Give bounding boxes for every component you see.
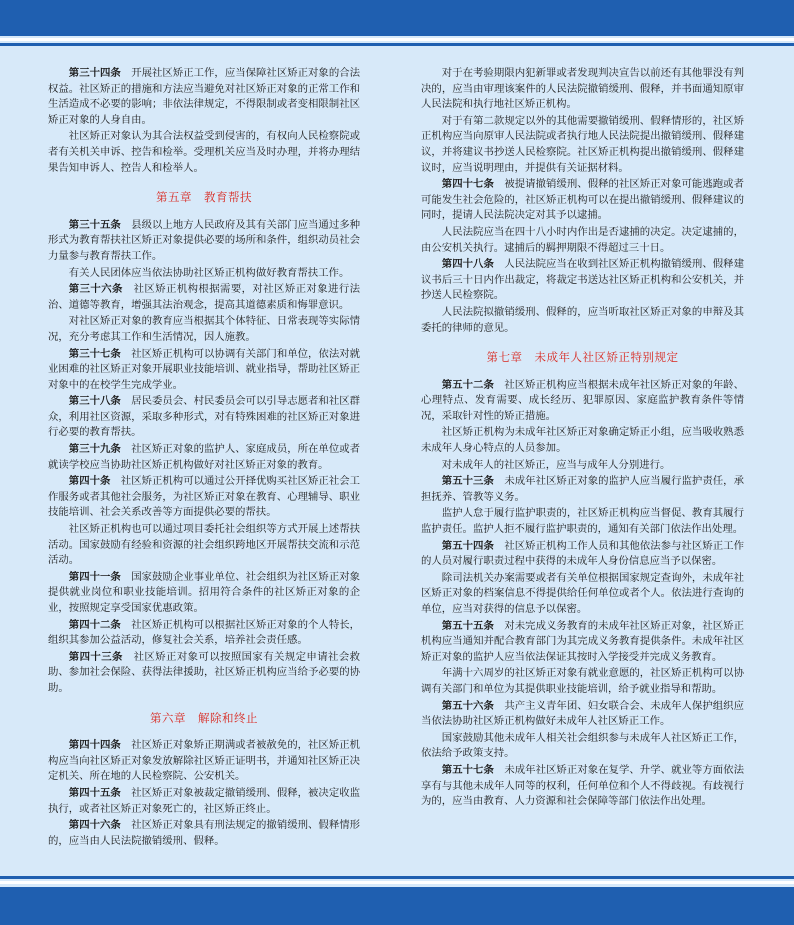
paragraph-text: 人民法院应当在收到社区矫正机构撤销缓刑、假释建议书后三十日内作出裁定，将裁定书送达社区矫正机构和公安机关，并抄送人民检察院。 <box>421 258 744 302</box>
right-column <box>421 66 744 811</box>
paragraph-text: 除司法机关办案需要或者有关单位根据国家规定查询外，未成年社区矫正对象的档案信息不得提供给任何单位或者个人。依法进行查询的单位，应当对获得的信息予以保密。 <box>421 571 744 615</box>
paragraph <box>48 266 360 282</box>
article-number: 第五十三条 <box>441 475 494 488</box>
paragraph <box>48 282 360 313</box>
paragraph-text: 社区矫正对象被裁定撤销缓刑、假释，被决定收监执行，或者社区矫正对象死亡的，社区矫正终止。 <box>48 786 361 815</box>
paragraph <box>421 731 744 762</box>
paragraph-text: 被提请撤销缓刑、假释的社区矫正对象可能逃跑或者可能发生社会危险的，社区矫正机构可以在提出撤销缓刑、假释建议的同时，提请人民法院决定对其予以逮捕。 <box>421 178 744 222</box>
paragraph <box>48 738 360 785</box>
paragraph-text: 未成年社区矫正对象在复学、升学、就业等方面依法享有与其他未成年人同等的权利，任何单位和个人不得歧视。有歧视行为的，应当由教育、人力资源和社会保障等部门依法作出处理。 <box>421 763 744 808</box>
article-number: 第四十四条 <box>68 739 121 752</box>
paragraph-text: 社区矫正对象矫正期满或者被赦免的，社区矫正机构应当向社区矫正对象发放解除社区矫正证明书，并通知社区矫正决定机关、所在地的人民检察院、公安机关。 <box>48 739 361 783</box>
paragraph <box>48 218 360 265</box>
paragraph <box>421 571 744 618</box>
article-number: 第五十六条 <box>441 699 494 712</box>
paragraph <box>421 305 744 336</box>
chapter-heading: 第六章 解除和终止 <box>150 710 258 725</box>
article-number: 第三十六条 <box>68 283 123 296</box>
article-number: 第四十七条 <box>441 178 494 191</box>
paragraph <box>421 225 744 256</box>
article-number: 第三十四条 <box>68 67 121 79</box>
paragraph-text: 对未成年人的社区矫正，应当与成年人分别进行。 <box>441 458 671 471</box>
paragraph-text: 社区矫正机构可以根据社区矫正对象的个人特长，组织其参加公益活动，修复社会关系，培养社会责任感。 <box>48 618 361 647</box>
article-number: 第三十八条 <box>68 395 121 408</box>
bottom-divider-blue <box>0 876 794 879</box>
paragraph <box>421 619 744 666</box>
article-number: 第四十一条 <box>68 570 121 583</box>
paragraph <box>48 570 360 617</box>
bottom-divider-white <box>0 881 794 884</box>
paragraph-text: 开展社区矫正工作，应当保障社区矫正对象的合法权益。社区矫正的措施和方法应当避免对社区矫正对象的正常工作和生活造成不必要的影响；非依法律规定，不得限制或者变相限制社区矫正对象的人身自由。 <box>48 67 361 126</box>
paragraph-text: 县级以上地方人民政府及其有关部门应当通过多种形式为教育帮扶社区矫正对象提供必要的场所和条件，组织动员社会力量参与教育帮扶工作。 <box>48 218 361 262</box>
paragraph-text: 社区矫正机构可以协调有关部门和单位，依法对就业困难的社区矫正对象开展职业技能培训、就业指导，帮助社区矫正对象中的在校学生完成学业。 <box>48 347 361 391</box>
article-number: 第四十八条 <box>441 258 494 271</box>
bottom-banner <box>0 887 794 925</box>
article-number: 第五十四条 <box>441 539 494 552</box>
paragraph-text: 有关人民团体应当依法协助社区矫正机构做好教育帮扶工作。 <box>68 266 350 279</box>
article-number: 第三十五条 <box>68 218 121 231</box>
paragraph <box>421 425 744 456</box>
paragraph-text: 社区矫正机构为未成年社区矫正对象确定矫正小组，应当吸收熟悉未成年人身心特点的人员参加。 <box>421 426 744 455</box>
article-number: 第五十二条 <box>441 378 494 391</box>
article-number: 第三十九条 <box>68 443 121 456</box>
paragraph-text: 社区矫正机构应当根据未成年社区矫正对象的年龄、心理特点、发育需要、成长经历、犯罪原因、家庭监护教育条件等情况，采取针对性的矫正措施。 <box>421 378 744 422</box>
article-number: 第三十七条 <box>68 347 121 360</box>
article-number: 第五十七条 <box>441 763 494 776</box>
paragraph <box>421 699 744 730</box>
paragraph-text: 对未完成义务教育的未成年社区矫正对象，社区矫正机构应当通知并配合教育部门为其完成义务教育提供条件。未成年社区矫正对象的监护人应当依法保证其按时入学接受并完成义务教育。 <box>421 619 744 663</box>
top-divider-white <box>0 38 794 41</box>
paragraph <box>421 114 744 176</box>
paragraph-text: 共产主义青年团、妇女联合会、未成年人保护组织应当依法协助社区矫正机构做好未成年人社区矫正工作。 <box>421 699 744 728</box>
paragraph <box>421 763 744 810</box>
article-number: 第四十五条 <box>68 786 121 799</box>
paragraph <box>48 347 360 394</box>
paragraph-text: 人民法院应当在四十八小时内作出是否逮捕的决定。决定逮捕的，由公安机关执行。逮捕后的羁押期限不得超过三十日。 <box>421 225 744 254</box>
paragraph <box>48 314 360 345</box>
paragraph-text: 社区矫正对象认为其合法权益受到侵害的，有权向人民检察院或者有关机关申诉、控告和检举。受理机关应当及时办理，并将办理结果告知申诉人、控告人和检举人。 <box>48 130 360 174</box>
chapter-heading: 第七章 未成年人社区矫正特别规定 <box>486 350 679 365</box>
paragraph-text: 对社区矫正对象的教育应当根据其个体特征、日常表现等实际情况，充分考虑其工作和生活情况，因人施教。 <box>48 315 360 343</box>
paragraph <box>421 66 744 113</box>
paragraph <box>48 442 360 473</box>
paragraph <box>48 786 360 817</box>
paragraph <box>48 618 360 649</box>
article-number: 第四十条 <box>68 475 111 488</box>
paragraph <box>48 522 360 569</box>
paragraph-text: 监护人怠于履行监护职责的，社区矫正机构应当督促、教育其履行监护责任。监护人拒不履行监护职责的，通知有关部门依法作出处理。 <box>421 507 744 536</box>
paragraph <box>421 177 744 224</box>
paragraph <box>421 458 744 474</box>
paragraph-text: 社区矫正机构根据需要，对社区矫正对象进行法治、道德等教育，增强其法治观念，提高其道德素质和悔罪意识。 <box>48 283 361 311</box>
paragraph <box>48 474 360 521</box>
paragraph-text: 对于有第二款规定以外的其他需要撤销缓刑、假释情形的，社区矫正机构应当向原审人民法院或者执行地人民法院提出撤销缓刑、假释建议，并将建议书抄送人民检察院。社区矫正机构提出撤销缓刑、假释建议时，应当说明理由，并提供有关证据材料。 <box>421 114 744 174</box>
article-number: 第四十三条 <box>68 650 123 663</box>
paragraph <box>48 650 360 697</box>
paragraph <box>421 257 744 304</box>
paragraph <box>421 506 744 537</box>
paragraph-text: 居民委员会、村民委员会可以引导志愿者和社区群众，利用社区资源，采取多种形式，对有特殊困难的社区矫正对象进行必要的教育帮扶。 <box>48 395 361 439</box>
article-number: 第四十六条 <box>68 819 121 832</box>
paragraph <box>48 394 360 441</box>
paragraph-text: 对于在考验期限内犯新罪或者发现判决宣告以前还有其他罪没有判决的，应当由审理该案件的人民法院撤销缓刑、假释，并书面通知原审人民法院和执行地社区矫正机构。 <box>421 67 744 111</box>
article-number: 第五十五条 <box>441 619 494 632</box>
paragraph-text: 人民法院拟撤销缓刑、假释的，应当听取社区矫正对象的申辩及其委托的律师的意见。 <box>421 305 744 334</box>
article-number: 第四十二条 <box>68 618 121 631</box>
paragraph-text: 国家鼓励其他未成年人相关社会组织参与未成年人社区矫正工作，依法给予政策支持。 <box>421 731 744 760</box>
top-divider-blue <box>0 43 794 46</box>
paragraph-text: 年满十六周岁的社区矫正对象有就业意愿的，社区矫正机构可以协调有关部门和单位为其提供职业技能培训，给予就业指导和帮助。 <box>421 667 744 695</box>
left-column <box>48 66 360 850</box>
paragraph-text: 社区矫正对象具有刑法规定的撤销缓刑、假释情形的，应当由人民法院撤销缓刑、假释。 <box>48 819 361 847</box>
paragraph-text: 国家鼓励企业事业单位、社会组织为社区矫正对象提供就业岗位和职业技能培训。招用符合条件的社区矫正对象的企业，按照规定享受国家优惠政策。 <box>48 570 361 614</box>
paragraph <box>421 378 744 425</box>
paragraph-text: 社区矫正机构可以通过公开择优购买社区矫正社会工作服务或者其他社会服务，为社区矫正对象在教育、心理辅导、职业技能培训、社会关系改善等方面提供必要的帮扶。 <box>48 475 361 519</box>
paragraph-text: 社区矫正对象可以按照国家有关规定申请社会救助、参加社会保险、获得法律援助，社区矫正机构应当给予必要的协助。 <box>48 650 361 694</box>
paragraph <box>48 66 360 128</box>
paragraph-text: 社区矫正对象的监护人、家庭成员，所在单位或者就读学校应当协助社区矫正机构做好对社区矫正对象的教育。 <box>48 443 361 471</box>
paragraph-text: 社区矫正机构也可以通过项目委托社会组织等方式开展上述帮扶活动。国家鼓励有经验和资源的社会组织跨地区开展帮扶交流和示范活动。 <box>48 523 360 567</box>
top-banner <box>0 0 794 36</box>
chapter-heading: 第五章 教育帮扶 <box>156 190 252 205</box>
paragraph-text: 社区矫正机构工作人员和其他依法参与社区矫正工作的人员对履行职责过程中获得的未成年人身份信息应当予以保密。 <box>421 539 744 568</box>
paragraph <box>48 129 360 176</box>
paragraph <box>421 474 744 505</box>
paragraph-text: 未成年社区矫正对象的监护人应当履行监护责任，承担抚养、管教等义务。 <box>421 475 744 503</box>
paragraph <box>421 666 744 697</box>
paragraph <box>48 818 360 849</box>
paragraph <box>421 539 744 570</box>
